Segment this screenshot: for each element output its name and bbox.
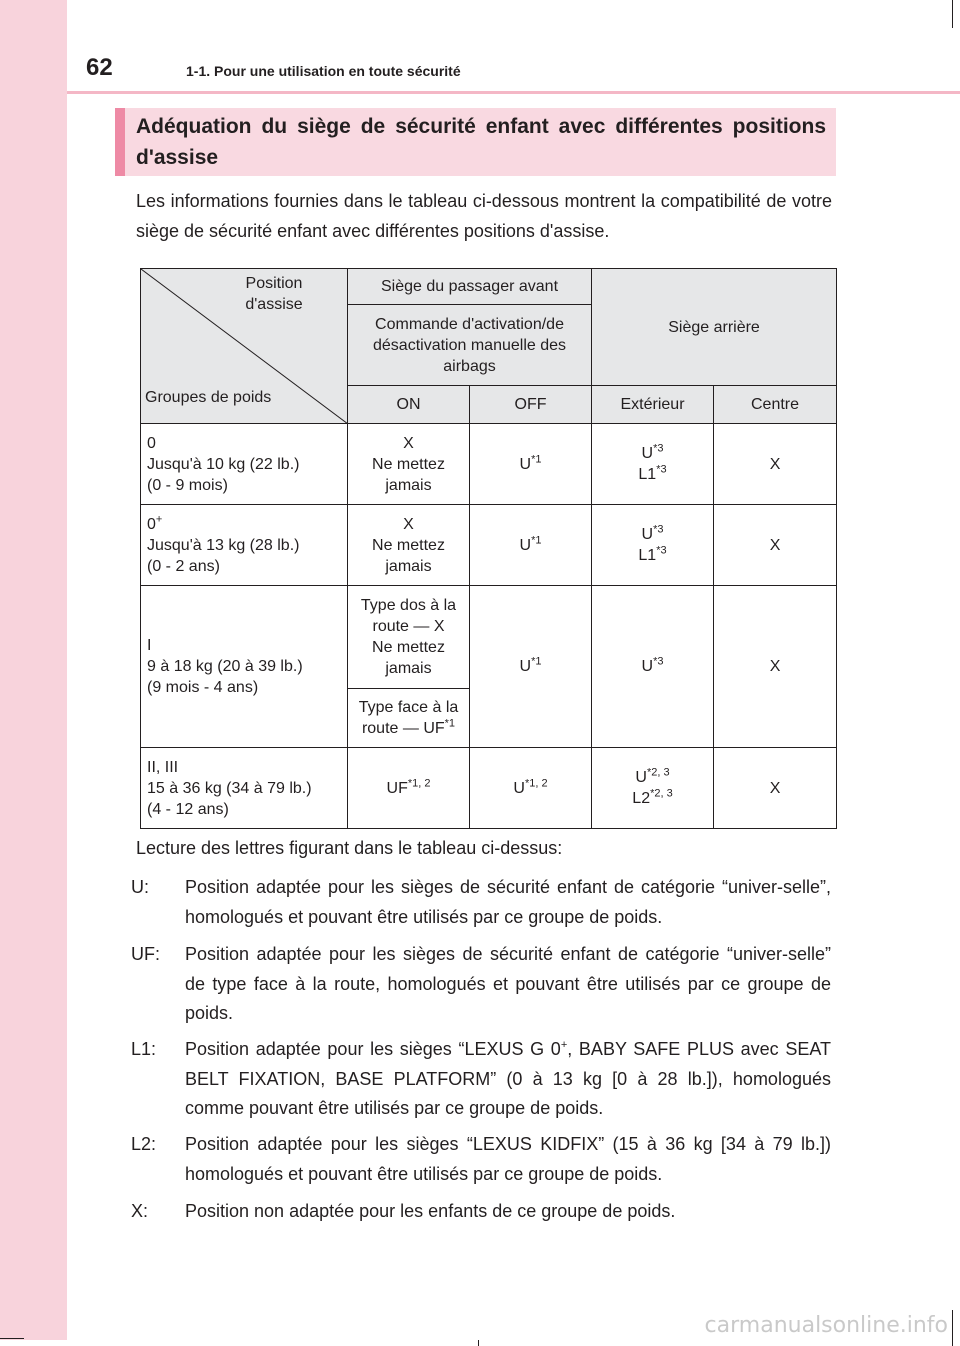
cell-value: X [403,515,414,533]
legend-text [185,1035,831,1124]
exterior-cell [592,424,714,505]
legend-item-uf [131,940,831,1029]
legend-key: U: [131,877,149,897]
compatibility-table [140,268,837,829]
cell-value: UF [386,779,408,797]
footnote-ref: *1 [444,717,456,730]
footnote-ref: *3 [656,544,667,557]
group-name: 0 [147,434,156,452]
table-row [141,586,837,689]
on-cell-rear-facing [348,586,470,689]
airbag-switch-header: Commande d'activation/de désactivation manuelle des airbags [348,305,592,386]
subheader-centre: Centre [714,386,837,424]
legend-intro: Lecture des lettres figurant dans le tableau ci-dessus: [136,838,563,858]
cell-value: U [641,658,654,675]
cell-value: U [519,455,532,473]
subheader-exterior: Extérieur [592,386,714,424]
header-rule [67,91,960,94]
cell-note: jamais [385,557,432,575]
group-weight: 15 à 36 kg (34 à 79 lb.) [147,779,312,797]
group-name-sup: + [155,513,163,526]
cell-value: L2 [632,790,651,807]
legend-text-part: , BABY SAFE PLUS avec SEAT BELT FIXATION, BASE PLATFORM” (0 à 13 kg [0 à 28 lb.]), homologués comme pouvant être utilisés par ce groupe de poids. [185,1039,831,1118]
off-cell [470,505,592,586]
cell-value: route — UF [361,720,445,737]
group-age: (4 - 12 ans) [147,800,229,818]
cell-note: Ne mettez [372,639,445,656]
table-row [141,748,837,829]
table-row [141,505,837,586]
footnote-ref: *1 [531,534,542,547]
section-title-accent [115,108,125,176]
crop-mark [0,1338,24,1339]
subheader-on: ON [348,386,470,424]
cell-value: U [519,536,532,554]
legend-item-l1 [131,1035,831,1124]
cell-value: U [641,445,654,462]
legend-item-x [131,1197,831,1227]
legend-key: UF: [131,944,160,964]
on-cell [348,424,470,505]
footnote-ref: *1, 2 [524,777,548,790]
crop-mark [478,1340,479,1346]
group-age: (0 - 2 ans) [147,557,220,575]
cell-value: route — X [372,618,445,635]
cell-value: U [641,526,654,543]
off-cell [470,586,592,748]
exterior-cell [592,505,714,586]
front-seat-header: Siège du passager avant [348,269,592,305]
centre-cell: X [714,586,837,748]
seating-position-label: Position d'assise [245,275,303,313]
weight-group-cell [141,586,348,748]
legend-text-sup: + [560,1039,568,1051]
centre-cell: X [714,505,837,586]
legend-key: L2: [131,1134,157,1154]
rear-seat-header: Siège arrière [592,269,837,386]
on-cell [348,748,470,829]
page-number: 62 [86,54,113,81]
watermark: carmanualsonline.info [704,1313,948,1338]
cell-note: Type face à la [358,699,459,716]
subheader-off: OFF [470,386,592,424]
group-name: I [147,637,152,654]
crop-mark [952,0,953,28]
left-margin-band [0,0,67,1340]
cell-value: U [513,779,525,797]
crop-mark [952,1310,953,1346]
footnote-ref: *3 [653,523,664,536]
centre-cell: X [714,748,837,829]
cell-value: X [403,434,414,452]
weight-group-cell [141,505,348,586]
group-name: II, III [147,758,179,776]
legend-text: Position adaptée pour les sièges de sécurité enfant de catégorie “univer-selle”, homologués et pouvant être utilisés par ce groupe de poids. [185,877,831,927]
footnote-ref: *1 [531,655,542,668]
group-age: (9 mois - 4 ans) [147,679,259,696]
legend-item-l2 [131,1130,831,1189]
legend-item-u [131,873,831,932]
cell-value: L1 [638,466,657,483]
weight-group-cell [141,748,348,829]
cell-note: jamais [385,476,432,494]
cell-note: Type dos à la [360,597,457,614]
table-row [141,424,837,505]
on-cell [348,505,470,586]
legend-key: X: [131,1201,149,1221]
cell-note: Ne mettez [372,455,445,473]
legend-text: Position adaptée pour les sièges de sécurité enfant de catégorie “univer-selle” de type face à la route, homologués et pouvant être utilisés par ce groupe de poids. [185,944,831,1023]
table-corner-cell [141,269,348,424]
footnote-ref: *1, 2 [407,777,431,790]
section-title: Adéquation du siège de sécurité enfant avec différentes positions d'assise [136,115,826,169]
on-cell-forward-facing [348,689,470,748]
cell-value: U [635,769,647,786]
legend-text: Position adaptée pour les sièges “LEXUS KIDFIX” (15 à 36 kg [34 à 79 lb.]) homologués et pouvant être utilisés par ce groupe de poids. [185,1134,831,1184]
footnote-ref: *3 [656,463,667,476]
legend-key: L1: [131,1039,157,1059]
cell-value: U [519,658,532,675]
intro-paragraph: Les informations fournies dans le tableau ci-dessous montrent la compatibilité de votre siège de sécurité enfant avec différentes positions d'assise. [136,191,832,241]
group-name: 0 [147,515,156,533]
footnote-ref: *2, 3 [650,787,673,800]
group-weight: Jusqu'à 10 kg (22 lb.) [147,455,300,473]
weight-group-cell [141,424,348,505]
group-weight: Jusqu'à 13 kg (28 lb.) [147,536,300,554]
footnote-ref: *2, 3 [646,766,670,779]
group-age: (0 - 9 mois) [147,476,228,494]
centre-cell: X [714,424,837,505]
off-cell [470,748,592,829]
footnote-ref: *3 [653,655,664,668]
footnote-ref: *1 [531,453,542,466]
legend-text: Position non adaptée pour les enfants de ce groupe de poids. [185,1201,676,1221]
exterior-cell [592,748,714,829]
cell-note: jamais [385,660,432,677]
cell-note: Ne mettez [372,536,445,554]
footnote-ref: *3 [653,442,664,455]
running-header: 1-1. Pour une utilisation en toute sécurité [186,63,461,79]
weight-groups-label: Groupes de poids [145,389,272,406]
group-weight: 9 à 18 kg (20 à 39 lb.) [147,658,303,675]
off-cell [470,424,592,505]
cell-value: L1 [638,547,657,564]
exterior-cell [592,586,714,748]
legend-text-part: Position adaptée pour les sièges “LEXUS G 0 [185,1039,561,1059]
